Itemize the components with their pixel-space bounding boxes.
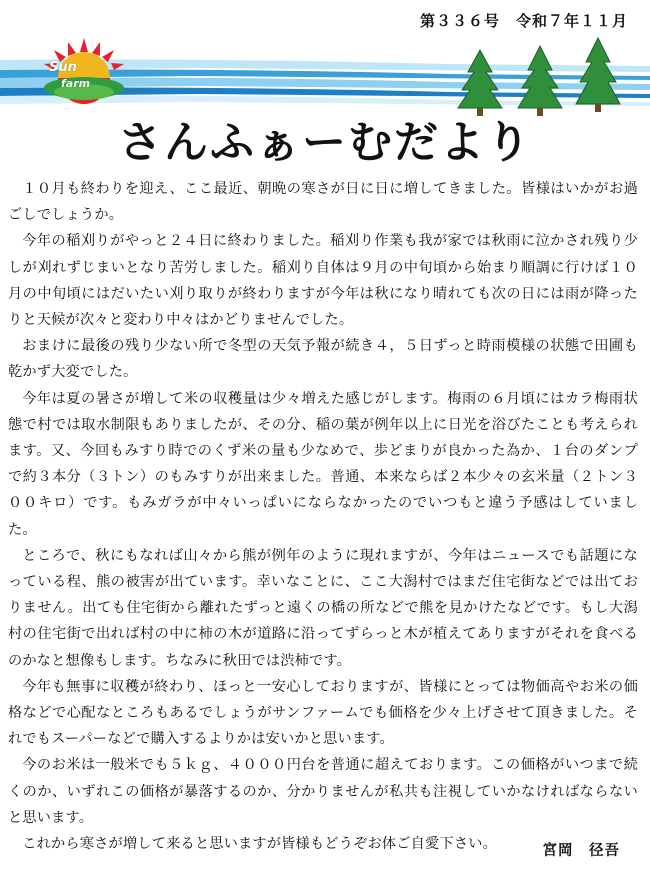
logo-text-sun: Sun [49,60,77,75]
article-paragraph: ところで、秋にもなれば山々から熊が例年のように現れますが、今年はニュースでも話題になっている程、熊の被害が出ています。幸いなことに、ここ大潟村ではまだ住宅街などでは出ておりません。出ても住宅街から離れたずっと遠くの橋の所などで熊を見かけたなどです。もし大潟村の住宅街で出れば村の中に柿の木が道路に沿ってずらっと木が植えてありますがそれを食べるのかなと想像もします。ちなみに秋田では渋柿です。 [8,547,638,669]
pine-tree-icon [458,38,620,116]
article-paragraph: 今年は夏の暑さが増して米の収穫量は少々増えた感じがします。梅雨の６月頃にはカラ梅雨状態で村では取水制限もありましたが、その分、稲の葉が例年以上に日光を浴びたことも考えられます。又、今回もみすり時でのくず米の量も少なめで、歩どまりが良かった為か、１台のダンプで約３本分（３トン）のもみすりが出来ました。普通、本来ならば２本少々の玄米量（２トン３００キロ）です。もみガラが中々いっぱいにならなかったのでいつもと違う予感はしていました。 [8,390,638,538]
newsletter-title: さんふぁーむだより [118,117,532,168]
article-paragraph: おまけに最後の残り少ない所で冬型の天気予報が続き４，５日ずっと時雨模様の状態で田圃も乾かず大変でした。 [8,338,638,381]
article-paragraph: 今のお米は一般米でも５ｋｇ、４０００円台を普通に超えております。この価格がいつまで続くのか、いずれこの価格が暴落するのか、分かりませんが私共も注視していかなければならないと思います。 [8,757,638,826]
article-paragraph: 今年の稲刈りがやっと２４日に終わりました。稲刈り作業も我が家では秋雨に泣かされ残り少しが刈れずじまいとなり苦労しました。稲刈り自体は９月の中旬頃から始まり順調に行けば１０月の中旬頃にはだいたい刈り取りが終わりますが今年は秋になり晴れても次の日には雨が降ったりと天候が次々と変わり中々はかどりませんでした。 [8,233,638,329]
author-signature: 宮岡 径吾 [542,842,620,859]
logo-text-farm: farm [61,77,91,90]
article-paragraph: 今年も無事に収穫が終わり、ほっと一安心しておりますが、皆様にとっては物価高やお米の価格などで心配なところもあるでしょうがサンファームでも価格を少々上げさせて頂きました。それでもスーパーなどで購入するよりかは安いかと思います。 [8,678,638,748]
article-body [8,176,638,857]
article-paragraph: １０月も終わりを迎え、ここ最近、朝晩の寒さが日に日に増してきました。皆様はいかがお過ごしでしょうか。 [8,181,638,224]
issue-label: 第３３６号 令和７年１１月 [419,12,628,30]
article-paragraph: これから寒さが増して来ると思いますが皆様もどうぞお体ご自愛下さい。 [22,836,497,853]
